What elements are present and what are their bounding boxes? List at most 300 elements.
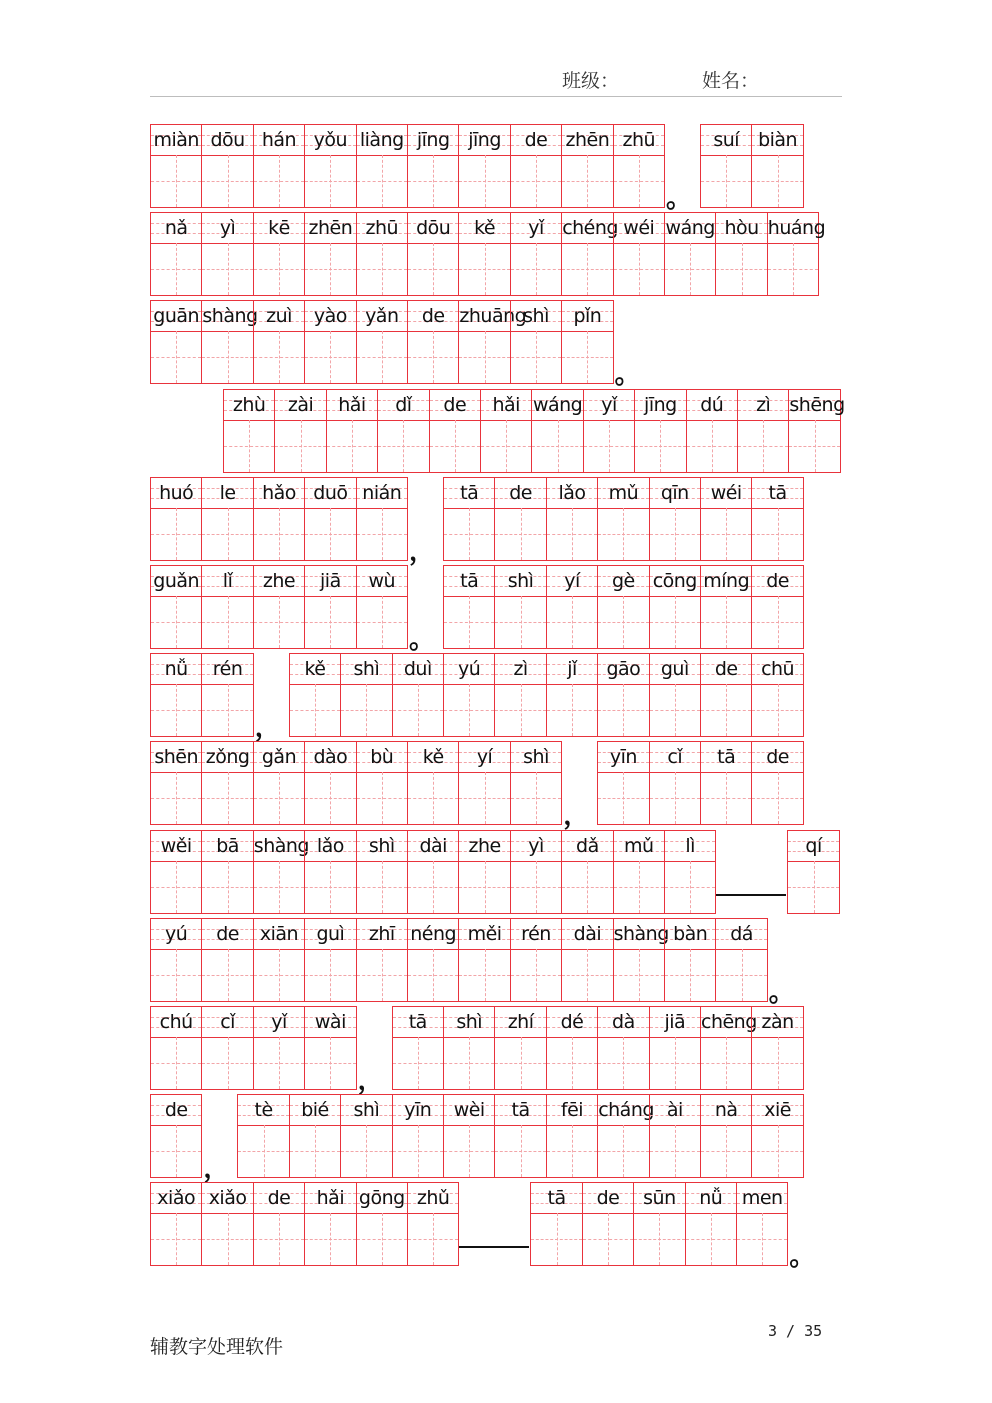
char-cell: [253, 1182, 305, 1266]
char-cell: [223, 389, 275, 473]
pinyin-syllable: zhe: [262, 570, 296, 592]
char-cell: [494, 1006, 546, 1090]
pinyin-syllable: yǎn: [365, 305, 399, 328]
pinyin-syllable: mǔ: [608, 481, 639, 504]
class-label: 班级：: [562, 70, 620, 92]
char-cell: [304, 212, 356, 296]
name-label: 姓名：: [702, 70, 760, 92]
char-cell: [150, 1006, 202, 1090]
pinyin-syllable: guān: [153, 305, 200, 328]
pinyin-syllable: zì: [756, 393, 771, 416]
char-cell: [304, 741, 356, 825]
footer-software: 辅教字处理软件: [150, 1336, 284, 1358]
char-cell: [613, 830, 665, 914]
pinyin-syllable: dài: [573, 922, 602, 945]
char-cell: [649, 1094, 701, 1178]
pinyin-syllable: nián: [362, 481, 402, 504]
pinyin-syllable: de: [216, 922, 239, 945]
char-cell: [289, 653, 341, 737]
char-cell: [458, 300, 527, 384]
char-cell: [201, 300, 258, 384]
char-cell: [597, 1094, 654, 1178]
char-cell: [494, 565, 546, 649]
pinyin-syllable: zì: [513, 658, 528, 681]
pinyin-syllable: mǔ: [624, 834, 654, 857]
char-cell: [201, 741, 253, 825]
pinyin-syllable: xiǎo: [157, 1187, 196, 1210]
pinyin-syllable: yīn: [609, 746, 637, 769]
char-cell: [737, 389, 789, 473]
char-cell: [289, 1094, 341, 1178]
pinyin-syllable: chū: [761, 658, 795, 681]
char-cell: [407, 1182, 459, 1266]
pinyin-syllable: tā: [717, 746, 736, 769]
punctuation-mark: ，: [357, 1066, 384, 1096]
pinyin-syllable: rén: [212, 658, 243, 681]
pinyin-syllable: cǐ: [220, 1011, 235, 1033]
pinyin-syllable: chēng: [701, 1011, 757, 1033]
char-cell: [377, 389, 429, 473]
char-cell: [201, 565, 253, 649]
char-cell: [304, 565, 356, 649]
char-cell: [356, 477, 408, 561]
pinyin-syllable: suí: [713, 129, 740, 151]
pinyin-syllable: dà: [612, 1011, 635, 1033]
char-cell: [561, 300, 613, 384]
pinyin-syllable: chú: [159, 1011, 193, 1033]
pinyin-syllable: dào: [313, 746, 348, 769]
pinyin-syllable: wù: [368, 570, 396, 592]
char-cell: [201, 1182, 253, 1266]
char-cell: [561, 124, 613, 208]
punctuation-mark: ，: [563, 801, 590, 832]
pinyin-syllable: gè: [612, 570, 635, 592]
char-cell: [613, 918, 669, 1002]
char-cell: [546, 477, 598, 561]
pinyin-syllable: míng: [703, 570, 750, 592]
pinyin-syllable: kě: [422, 746, 444, 769]
pinyin-syllable: shì: [523, 305, 549, 328]
char-cell: [458, 741, 510, 825]
char-cell: [597, 1006, 649, 1090]
char-cell: [407, 212, 459, 296]
pinyin-syllable: tā: [460, 481, 479, 504]
char-cell: [715, 918, 767, 1002]
char-cell: [443, 1006, 495, 1090]
punctuation-mark: 。: [768, 977, 795, 1008]
char-cell: [787, 830, 839, 914]
char-cell: [597, 653, 649, 737]
pinyin-syllable: de: [714, 658, 738, 681]
pinyin-syllable: dǎ: [576, 834, 599, 857]
char-cell: [510, 741, 562, 825]
char-cell: [634, 389, 686, 473]
pinyin-syllable: kě: [304, 658, 326, 681]
char-cell: [649, 653, 701, 737]
char-cell: [150, 212, 202, 296]
char-cell: [633, 1182, 685, 1266]
char-cell: [407, 830, 459, 914]
char-cell: [150, 1182, 202, 1266]
char-cell: [751, 1006, 803, 1090]
pinyin-syllable: shì: [507, 570, 534, 592]
pinyin-syllable: cōng: [652, 570, 697, 592]
pinyin-syllable: rén: [521, 922, 551, 945]
char-cell: [649, 1006, 701, 1090]
char-cell: [201, 653, 253, 737]
char-cell: [443, 653, 495, 737]
pinyin-syllable: wáng: [665, 217, 715, 240]
pinyin-syllable: dú: [700, 393, 724, 416]
char-cell: [304, 477, 356, 561]
pinyin-syllable: wài: [314, 1011, 346, 1033]
char-cell: [356, 565, 408, 649]
char-cell: [340, 1094, 392, 1178]
pinyin-syllable: de: [509, 481, 532, 504]
pinyin-syllable: de: [766, 746, 789, 769]
page-header: [150, 60, 842, 97]
pinyin-syllable: shēng: [789, 393, 845, 416]
pinyin-syllable: ài: [666, 1099, 683, 1122]
char-cell: [150, 565, 202, 649]
char-cell: [150, 741, 202, 825]
pinyin-syllable: shàng: [613, 922, 669, 945]
char-cell: [700, 741, 752, 825]
pinyin-syllable: hǎi: [492, 393, 520, 416]
punctuation-mark: ，: [254, 713, 281, 744]
char-cell: [561, 918, 613, 1002]
pinyin-syllable: nǚ: [164, 658, 188, 681]
char-cell: [392, 1094, 444, 1178]
pinyin-syllable: pǐn: [573, 305, 602, 328]
char-cell: [546, 1094, 598, 1178]
pinyin-syllable: tè: [254, 1099, 273, 1122]
pinyin-syllable: zhe: [468, 834, 501, 857]
pinyin-syllable: cháng: [598, 1099, 654, 1122]
pinyin-syllable: wéi: [710, 481, 742, 504]
pinyin-syllable: wěi: [160, 834, 192, 857]
char-cell: [751, 124, 803, 208]
pinyin-syllable: qí: [805, 834, 822, 857]
pinyin-syllable: de: [443, 393, 467, 416]
pinyin-syllable: dé: [560, 1011, 584, 1033]
dash-mark: [716, 894, 786, 896]
pinyin-syllable: chéng: [562, 217, 618, 240]
char-cell: [546, 565, 598, 649]
pinyin-syllable: guǎn: [153, 570, 200, 592]
pinyin-syllable: hòu: [724, 217, 759, 240]
char-cell: [597, 741, 649, 825]
char-cell: [510, 124, 562, 208]
pinyin-syllable: de: [164, 1099, 188, 1122]
char-cell: [664, 212, 716, 296]
char-cell: [253, 1006, 305, 1090]
punctuation-mark: 。: [789, 1242, 816, 1273]
pinyin-syllable: zǒng: [205, 746, 250, 769]
char-cell: [407, 918, 459, 1002]
pinyin-syllable: shēn: [154, 746, 199, 769]
pinyin-syllable: shì: [353, 658, 380, 681]
pinyin-syllable: bàn: [673, 922, 708, 945]
char-cell: [201, 830, 253, 914]
pinyin-syllable: yǒu: [313, 129, 348, 151]
char-cell: [356, 212, 408, 296]
pinyin-syllable: guì: [316, 922, 345, 945]
punctuation-mark: 。: [409, 625, 436, 655]
pinyin-syllable: le: [219, 481, 236, 504]
pinyin-syllable: yīn: [404, 1099, 432, 1122]
char-cell: [458, 830, 510, 914]
char-cell: [510, 830, 562, 914]
pinyin-syllable: hǎi: [338, 393, 366, 416]
pinyin-syllable: lǎo: [316, 834, 344, 857]
pinyin-syllable: dǐ: [395, 393, 412, 416]
char-cell: [304, 1006, 356, 1090]
char-cell: [613, 212, 665, 296]
pinyin-syllable: duì: [403, 658, 432, 681]
pinyin-syllable: wáng: [532, 393, 583, 416]
char-cell: [494, 477, 546, 561]
pinyin-syllable: biàn: [758, 129, 798, 151]
pinyin-syllable: zài: [287, 393, 314, 416]
pinyin-syllable: yào: [313, 305, 347, 328]
pinyin-syllable: sūn: [643, 1187, 676, 1210]
char-cell: [304, 918, 356, 1002]
pinyin-syllable: gōng: [358, 1187, 405, 1210]
char-cell: [253, 477, 305, 561]
char-cell: [700, 124, 752, 208]
punctuation-mark: ，: [203, 1154, 230, 1185]
char-cell: [458, 124, 510, 208]
pinyin-syllable: nǚ: [699, 1187, 723, 1210]
pinyin-syllable: tā: [768, 481, 787, 504]
pinyin-syllable: kē: [268, 217, 290, 240]
char-cell: [392, 1006, 444, 1090]
pinyin-syllable: zhēn: [308, 217, 353, 240]
dash-mark: [459, 1246, 529, 1248]
char-cell: [700, 565, 752, 649]
pinyin-syllable: yú: [165, 922, 188, 945]
char-cell: [407, 741, 459, 825]
char-cell: [443, 565, 495, 649]
char-cell: [582, 1182, 634, 1266]
char-cell: [546, 653, 598, 737]
pinyin-syllable: yǐ: [528, 217, 544, 240]
char-cell: [510, 212, 562, 296]
char-cell: [150, 1094, 202, 1178]
pinyin-syllable: jīng: [416, 129, 450, 151]
char-cell: [356, 741, 408, 825]
pinyin-syllable: bā: [216, 834, 239, 857]
char-cell: [751, 741, 803, 825]
pinyin-syllable: kě: [474, 217, 496, 240]
char-cell: [583, 389, 635, 473]
char-cell: [510, 918, 562, 1002]
pinyin-syllable: jīng: [468, 129, 501, 151]
char-cell: [480, 389, 532, 473]
pinyin-syllable: yí: [476, 746, 493, 769]
char-cell: [597, 477, 649, 561]
pinyin-syllable: shì: [456, 1011, 483, 1033]
punctuation-mark: 。: [614, 360, 641, 391]
char-cell: [201, 477, 253, 561]
char-cell: [531, 389, 583, 473]
pinyin-syllable: dá: [730, 922, 753, 945]
char-cell: [664, 918, 716, 1002]
char-cell: [407, 124, 459, 208]
pinyin-syllable: bù: [370, 746, 394, 769]
char-cell: [494, 1094, 546, 1178]
char-cell: [150, 124, 202, 208]
pinyin-syllable: fēi: [560, 1099, 584, 1122]
pinyin-syllable: wèi: [453, 1099, 485, 1122]
char-cell: [150, 918, 202, 1002]
pinyin-syllable: shì: [523, 746, 549, 769]
char-cell: [700, 477, 752, 561]
pinyin-syllable: zhuāng: [459, 305, 527, 328]
char-cell: [304, 830, 356, 914]
pinyin-syllable: zhǔ: [416, 1187, 450, 1210]
char-cell: [392, 653, 444, 737]
char-cell: [356, 918, 408, 1002]
pinyin-syllable: lǎo: [558, 481, 586, 504]
punctuation-mark: 。: [666, 184, 693, 214]
pinyin-syllable: jiā: [320, 570, 341, 592]
char-cell: [356, 124, 408, 208]
pinyin-syllable: men: [741, 1187, 783, 1210]
pinyin-syllable: hán: [261, 129, 297, 151]
char-cell: [326, 389, 378, 473]
pinyin-syllable: de: [421, 305, 445, 328]
pinyin-syllable: cǐ: [667, 746, 683, 769]
char-cell: [253, 830, 309, 914]
pinyin-syllable: lì: [685, 834, 695, 857]
char-cell: [407, 300, 459, 384]
char-cell: [237, 1094, 289, 1178]
char-cell: [751, 565, 803, 649]
char-cell: [649, 565, 701, 649]
pinyin-syllable: nǎ: [164, 217, 188, 240]
pinyin-syllable: tā: [547, 1187, 566, 1210]
pinyin-syllable: tā: [408, 1011, 427, 1033]
page-number: 3 / 35: [768, 1322, 823, 1340]
char-cell: [546, 1006, 598, 1090]
pinyin-syllable: gāo: [606, 658, 641, 681]
char-cell: [150, 830, 202, 914]
char-cell: [751, 477, 803, 561]
char-cell: [751, 653, 803, 737]
char-cell: [274, 389, 326, 473]
pinyin-syllable: zhū: [622, 129, 656, 151]
char-cell: [613, 124, 665, 208]
char-cell: [201, 124, 253, 208]
char-cell: [443, 1094, 495, 1178]
char-cell: [304, 124, 356, 208]
char-cell: [356, 300, 408, 384]
pinyin-syllable: zhū: [365, 217, 399, 240]
pinyin-syllable: shàng: [253, 834, 309, 857]
pinyin-syllable: liàng: [359, 129, 404, 151]
pinyin-syllable: yí: [564, 570, 580, 592]
pinyin-syllable: nà: [714, 1099, 738, 1122]
char-cell: [700, 1094, 752, 1178]
pinyin-syllable: hǎi: [316, 1187, 345, 1210]
pinyin-syllable: jiā: [664, 1011, 686, 1033]
char-cell: [649, 477, 701, 561]
punctuation-mark: ，: [409, 536, 436, 567]
char-cell: [201, 1006, 253, 1090]
char-cell: [649, 741, 701, 825]
pinyin-syllable: xiē: [764, 1099, 791, 1122]
pinyin-syllable: guì: [660, 658, 689, 681]
pinyin-syllable: xiǎo: [208, 1187, 247, 1210]
pinyin-syllable: měi: [467, 922, 502, 945]
char-cell: [510, 300, 562, 384]
char-cell: [494, 653, 546, 737]
char-cell: [201, 212, 253, 296]
pinyin-syllable: gǎn: [261, 746, 297, 769]
pinyin-syllable: zàn: [761, 1011, 794, 1033]
pinyin-syllable: yì: [528, 834, 544, 857]
pinyin-syllable: shì: [368, 834, 395, 857]
pinyin-syllable: qīn: [660, 481, 689, 504]
pinyin-syllable: zhí: [507, 1011, 534, 1033]
char-cell: [458, 212, 510, 296]
pinyin-syllable: jīng: [644, 393, 677, 416]
char-cell: [561, 212, 618, 296]
char-cell: [686, 389, 738, 473]
char-cell: [443, 477, 495, 561]
char-cell: [304, 300, 356, 384]
char-cell: [664, 830, 716, 914]
pinyin-syllable: wéi: [623, 217, 655, 240]
pinyin-syllable: néng: [410, 922, 457, 945]
char-cell: [150, 477, 202, 561]
char-cell: [150, 300, 202, 384]
char-cell: [304, 1182, 356, 1266]
char-cell: [751, 1094, 803, 1178]
pinyin-syllable: yǐ: [271, 1011, 287, 1033]
char-cell: [700, 1006, 757, 1090]
pinyin-syllable: huó: [159, 481, 194, 504]
char-cell: [253, 300, 305, 384]
char-cell: [458, 918, 510, 1002]
char-cell: [700, 653, 752, 737]
char-cell: [356, 1182, 408, 1266]
pinyin-syllable: bié: [301, 1099, 329, 1122]
char-cell: [150, 653, 202, 737]
pinyin-syllable: tā: [511, 1099, 530, 1122]
pinyin-syllable: duō: [313, 481, 348, 504]
pinyin-syllable: de: [766, 570, 789, 592]
pinyin-syllable: yì: [219, 217, 236, 240]
char-cell: [767, 212, 826, 296]
pinyin-syllable: dài: [419, 834, 447, 857]
pinyin-syllable: huáng: [767, 217, 826, 240]
pinyin-syllable: zhù: [232, 393, 266, 416]
char-cell: [253, 565, 305, 649]
char-cell: [340, 653, 392, 737]
pinyin-syllable: tā: [460, 570, 479, 592]
char-cell: [253, 741, 305, 825]
pinyin-syllable: de: [596, 1187, 620, 1210]
pinyin-syllable: shàng: [202, 305, 258, 328]
pinyin-syllable: de: [267, 1187, 291, 1210]
pinyin-syllable: dōu: [416, 217, 451, 240]
char-cell: [685, 1182, 737, 1266]
pinyin-syllable: zuì: [266, 305, 292, 328]
pinyin-syllable: yǐ: [601, 393, 617, 416]
